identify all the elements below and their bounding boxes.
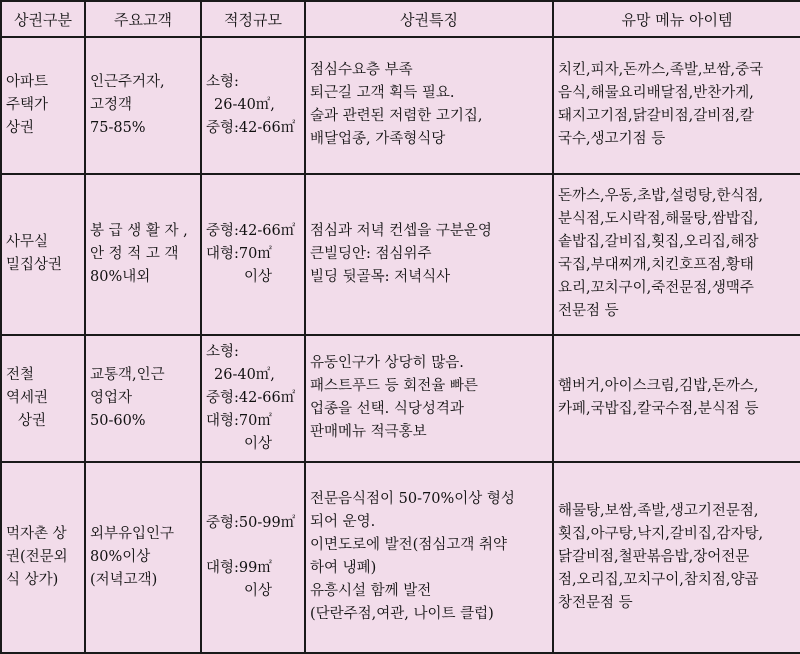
menu-line: 요리,꼬치구이,죽전문점,생맥주 — [558, 280, 754, 297]
customers-line: 50-60% — [90, 412, 146, 429]
feature-line: 유흥시설 함께 발전 — [310, 583, 432, 600]
header-row — [1, 1, 800, 37]
size-cell — [201, 335, 305, 462]
customers-line: 영업자 — [90, 389, 133, 406]
customers-line: 안 정 적 고 객 — [90, 245, 179, 262]
size-value: 이상 — [244, 582, 273, 599]
size-label: 대형: — [206, 245, 239, 262]
size-value: 42-66㎡ — [238, 389, 296, 406]
feature-line: 빌딩 뒷골목: 저녁식사 — [310, 268, 451, 285]
feature-line: 배달업종, 가족형식당 — [310, 131, 446, 148]
menu-cell — [553, 335, 800, 462]
menu-line: 점,오리집,꼬치구이,참치점,양곱 — [558, 571, 759, 588]
feature-line: 전문음식점이 50-70%이상 형성 — [310, 491, 515, 508]
menu-line: 음식,해물요리배달점,반찬가게, — [558, 85, 754, 102]
size-value: 42-66㎡ — [238, 119, 296, 136]
customers-line: 봉 급 생 활 자 , — [90, 222, 188, 239]
district-type-cell — [1, 37, 85, 174]
district-type-cell — [1, 174, 85, 335]
menu-cell — [553, 37, 800, 174]
feature-line: 하여 냉폐) — [310, 560, 377, 577]
feature-line: 업종을 선택. 식당성격과 — [310, 401, 464, 418]
feature-line: 퇴근길 고객 획득 필요. — [310, 85, 455, 102]
district-type-line: 전철 — [6, 366, 35, 383]
customers-line: 고정객 — [90, 96, 133, 113]
header-main-customers: 주요고객 — [85, 1, 201, 37]
size-label: 중형: — [206, 389, 239, 406]
menu-line: 돼지고기점,닭갈비점,갈비점,칼 — [558, 108, 754, 125]
menu-line: 치킨,피자,돈까스,족발,보쌈,중국 — [558, 62, 764, 79]
size-value: 26-40㎡, — [214, 366, 275, 383]
customers-cell — [85, 335, 201, 462]
feature-line: 술과 관련된 저렴한 고기집, — [310, 108, 483, 125]
size-value: 50-99㎡ — [238, 514, 296, 531]
feature-line: 큰빌딩안: 점심위주 — [310, 245, 432, 262]
feature-line: 판매메뉴 적극홍보 — [310, 424, 427, 441]
customers-cell — [85, 174, 201, 335]
menu-line: 해물탕,보쌈,족발,생고기전문점, — [558, 502, 759, 519]
size-label: 중형: — [206, 222, 239, 239]
menu-line: 창전문점 등 — [558, 594, 633, 611]
customers-cell — [85, 37, 201, 174]
feature-line: 패스트푸드 등 회전율 빠른 — [310, 378, 478, 395]
header-promising-menu: 유망 메뉴 아이템 — [553, 1, 800, 37]
table-row — [1, 462, 800, 653]
size-value: 99㎡ — [238, 559, 272, 576]
features-cell — [305, 335, 553, 462]
district-type-line: 주택가 — [6, 96, 49, 113]
customers-line: 75-85% — [90, 119, 146, 136]
size-value: 26-40㎡, — [214, 96, 275, 113]
size-cell — [201, 462, 305, 653]
size-cell — [201, 174, 305, 335]
menu-line: 솥밥집,갈비집,횟집,오리집,해장 — [558, 234, 759, 251]
customers-line: 외부유입인구 — [90, 525, 175, 542]
customers-line: 교통객,인근 — [90, 366, 165, 383]
district-type-line: 상권 — [18, 412, 47, 429]
menu-line: 햄버거,아이스크림,김밥,돈까스, — [558, 378, 759, 395]
district-type-line: 역세권 — [6, 389, 49, 406]
district-type-line: 권(전문외 — [6, 548, 68, 565]
table-row — [1, 174, 800, 335]
size-value: 이상 — [244, 268, 273, 285]
feature-line: (단란주점,여관, 나이트 클럽) — [310, 606, 494, 623]
customers-cell — [85, 462, 201, 653]
menu-line: 돈까스,우동,초밥,설렁탕,한식점, — [558, 188, 764, 205]
features-cell — [305, 174, 553, 335]
size-label: 중형: — [206, 119, 239, 136]
customers-line: (저녁고객) — [90, 571, 158, 588]
menu-line: 국수,생고기점 등 — [558, 131, 666, 148]
feature-line: 유동인구가 상당히 많음. — [310, 355, 464, 372]
size-label: 중형: — [206, 514, 239, 531]
size-cell — [201, 37, 305, 174]
header-district-features: 상권특징 — [305, 1, 553, 37]
district-type-cell — [1, 335, 85, 462]
size-label: 대형: — [206, 412, 239, 429]
customers-line: 80%이상 — [90, 548, 151, 565]
size-value: 42-66㎡ — [238, 222, 296, 239]
district-type-line: 아파트 — [6, 73, 49, 90]
menu-line: 국집,부대찌개,치킨호프점,황태 — [558, 257, 754, 274]
features-cell — [305, 462, 553, 653]
header-district-type: 상권구분 — [1, 1, 85, 37]
size-value: 70㎡ — [238, 245, 272, 262]
menu-line: 횟집,아구탕,낙지,갈비집,감자탕, — [558, 525, 764, 542]
customers-line: 인근주거자, — [90, 73, 165, 90]
size-label: 소형: — [206, 343, 239, 360]
table-row — [1, 37, 800, 174]
feature-line: 이면도로에 발전(점심고객 취약 — [310, 537, 507, 554]
header-proper-size: 적정규모 — [201, 1, 305, 37]
customers-line: 80%내외 — [90, 268, 151, 285]
district-type-line: 밀집상권 — [6, 257, 63, 274]
district-type-line: 식 상가) — [6, 571, 59, 588]
table-row — [1, 335, 800, 462]
menu-cell — [553, 462, 800, 653]
district-type-line: 상권 — [6, 119, 35, 136]
menu-cell — [553, 174, 800, 335]
menu-line: 닭갈비점,철판볶음밥,장어전문 — [558, 548, 750, 565]
feature-line: 되어 운영. — [310, 514, 376, 531]
size-value: 이상 — [244, 435, 273, 452]
size-value: 70㎡ — [238, 412, 272, 429]
features-cell — [305, 37, 553, 174]
district-type-line: 사무실 — [6, 234, 49, 251]
feature-line: 점심과 저녁 컨셉을 구분운영 — [310, 222, 492, 239]
menu-line: 전문점 등 — [558, 303, 619, 320]
feature-line: 점심수요층 부족 — [310, 62, 413, 79]
district-type-line: 먹자촌 상 — [6, 525, 67, 542]
district-type-cell — [1, 462, 85, 653]
menu-line: 카페,국밥집,칼국수점,분식점 등 — [558, 401, 759, 418]
size-label: 소형: — [206, 73, 239, 90]
menu-line: 분식점,도시락점,해물탕,쌈밥집, — [558, 211, 759, 228]
size-label: 대형: — [206, 559, 239, 576]
